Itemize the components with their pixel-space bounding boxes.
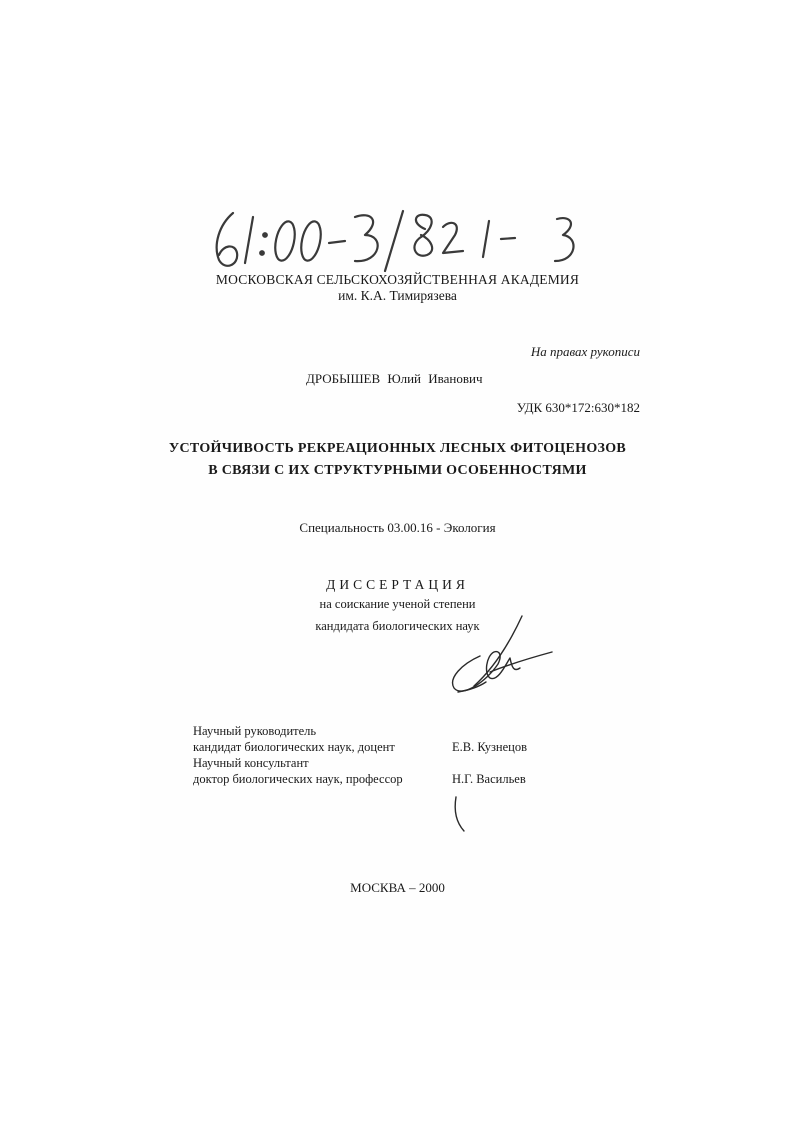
archive-code-handwritten — [205, 205, 625, 275]
dissertation-title-line2: В СВЯЗИ С ИХ СТРУКТУРНЫМИ ОСОБЕННОСТЯМИ — [208, 463, 587, 478]
author-signature — [440, 612, 560, 702]
degree-line1: на соискание ученой степени — [319, 597, 476, 611]
consultant-name: Н.Г. Васильев — [452, 772, 526, 786]
consultant-title: доктор биологических наук, профессор — [193, 772, 403, 786]
udc-code: УДК 630*172:630*182 — [516, 400, 640, 415]
organization-name: МОСКОВСКАЯ СЕЛЬСКОХОЗЯЙСТВЕННАЯ АКАДЕМИЯ — [215, 272, 580, 287]
author-name: ДРОБЫШЕВ Юлий Иванович — [306, 371, 483, 386]
work-type-label: ДИССЕРТАЦИЯ — [326, 577, 469, 592]
rights-notice: На правах рукописи — [530, 344, 640, 359]
organization-subtitle: им. К.А. Тимирязева — [338, 288, 457, 303]
degree-line2: кандидата биологических наук — [315, 619, 480, 633]
pen-mark — [450, 795, 470, 835]
dissertation-title-line1: УСТОЙЧИВОСТЬ РЕКРЕАЦИОННЫХ ЛЕСНЫХ ФИТОЦЕНОЗОВ — [168, 441, 627, 456]
supervisor-label: Научный руководитель — [193, 724, 317, 738]
consultant-label: Научный консультант — [193, 756, 309, 770]
supervisor-title: кандидат биологических наук, доцент — [193, 740, 395, 754]
specialty: Специальность 03.00.16 - Экология — [299, 520, 496, 535]
city-year: МОСКВА – 2000 — [350, 880, 445, 895]
supervisor-name: Е.В. Кузнецов — [452, 740, 528, 754]
